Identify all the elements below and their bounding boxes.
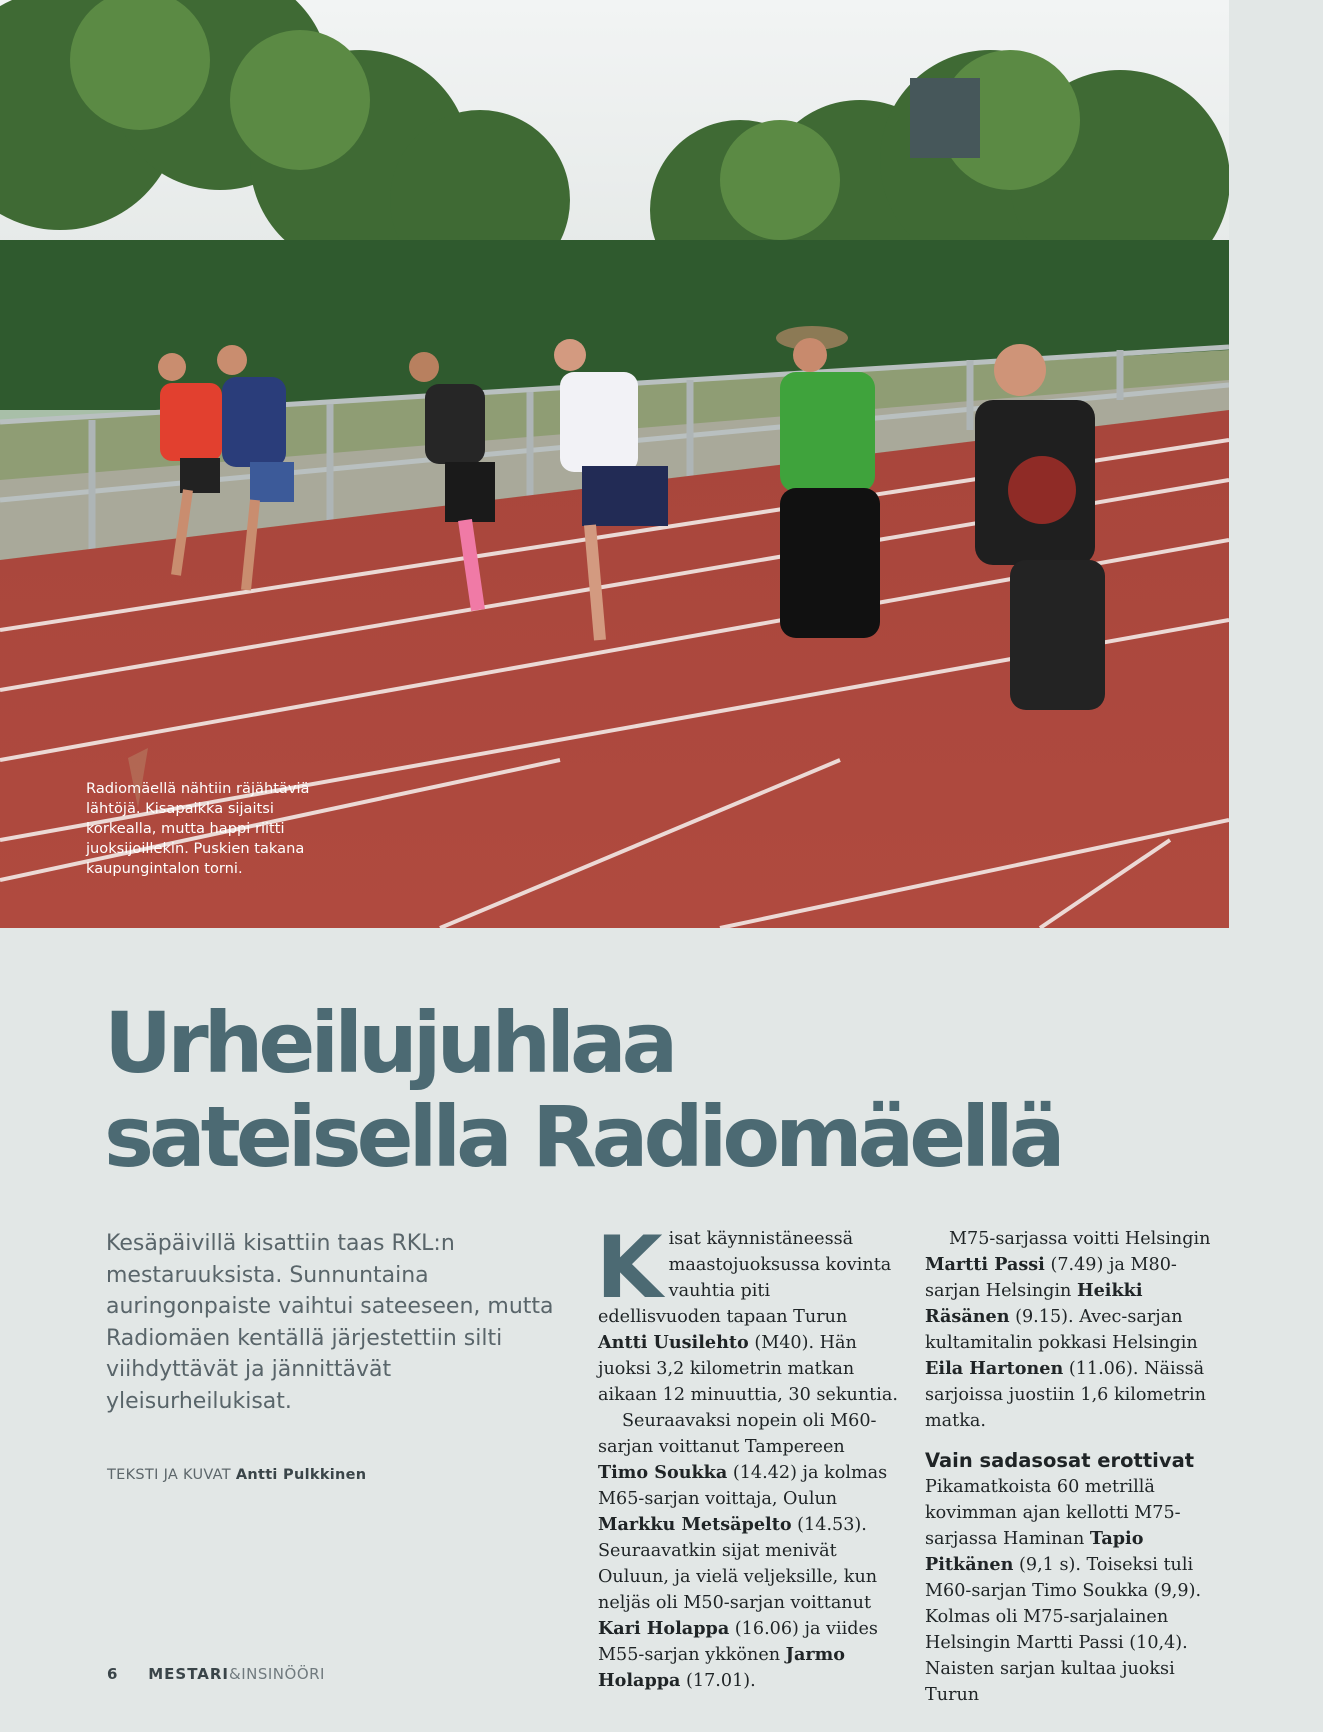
headline-line-1: Urheilujuhlaa (104, 994, 674, 1092)
page-number: 6 (107, 1665, 118, 1683)
drop-cap: K (596, 1218, 663, 1318)
runner-name: Eila Hartonen (925, 1358, 1064, 1379)
runner-name: Kari Holappa (598, 1618, 730, 1639)
article-photo (0, 0, 1229, 928)
runner-name: Heikki Räsänen (925, 1280, 1143, 1327)
runner-name: Jarmo Holappa (598, 1644, 846, 1691)
magazine-name-light: &INSINÖÖRI (229, 1665, 325, 1683)
body-column-1 (596, 1218, 898, 1694)
runner-name: Antti Uusilehto (598, 1332, 749, 1353)
magazine-name-bold: MESTARI (148, 1665, 230, 1683)
page-footer (107, 1665, 325, 1683)
byline (107, 1467, 366, 1483)
text-run: (9,1 s). Toiseksi tuli M60-sarjan Timo Soukka (9,9). Kolmas oli M75-sarjalainen Helsingin Martti Passi (10,4). Naisten sarjan kultaa juoksi Turun (925, 1555, 1202, 1705)
subheading: Vain sadasosat erottivat (925, 1449, 1195, 1472)
text-run: (14.42) ja kolmas M65-sarjan voittaja, Oulun (598, 1463, 888, 1509)
byline-author: Antti Pulkkinen (235, 1467, 367, 1483)
paragraph-2 (598, 1408, 898, 1694)
text-run: M75-sarjassa voitti Helsingin (949, 1229, 1211, 1249)
text-run: Pikamatkoista 60 metrillä kovimman ajan kellotti M75-sarjassa Haminan (925, 1477, 1181, 1549)
text-run: (11.06). Näissä sarjoissa juostiin 1,6 kilometrin matka. (925, 1359, 1207, 1431)
article-lead: Kesäpäivillä kisattiin taas RKL:n mestaruuksista. Sunnuntaina auringonpaiste vaihtui sateeseen, mutta Radiomäen kentällä järjestettiin silti viihdyttävät ja jännittävät yleisurheilukisat. (106, 1231, 554, 1414)
text-run: isat käynnistäneessä maastojuoksussa kovinta vauhtia piti edellisvuoden tapaan Turun (598, 1229, 892, 1327)
text-run: (16.06) ja viides M55-sarjan ykkönen (598, 1619, 878, 1665)
text-run: (M40). Hän juoksi 3,2 kilometrin matkan aikaan 12 minuuttia, 30 sekuntia. (598, 1333, 898, 1405)
runner-name: Timo Soukka (598, 1462, 728, 1483)
magazine-name (148, 1665, 325, 1683)
text-run: (17.01). (680, 1671, 756, 1691)
runner-name: Martti Passi (925, 1254, 1045, 1275)
text-run: (7.49) ja M80-sarjan Helsingin (925, 1255, 1177, 1301)
text-run: Seuraavaksi nopein oli M60-sarjan voittanut Tampereen (598, 1411, 877, 1457)
text-run: (9.15). Avec-sarjan kultamitalin pokkasi Helsingin (925, 1307, 1198, 1353)
headline-line-2: sateisella Radiomäellä (104, 1088, 1061, 1186)
paragraph-1 (596, 1218, 898, 1408)
byline-prefix: TEKSTI JA KUVAT (107, 1467, 231, 1483)
paragraph-3 (925, 1226, 1225, 1434)
article-headline (104, 996, 1264, 1184)
photo-caption: Radiomäellä nähtiin räjähtäviä lähtöjä. Kisapaikka sijaitsi korkealla, mutta happi riitti juoksijoillekin. Puskien takana kaupungintalon torni. (86, 780, 310, 877)
paragraph-4 (925, 1474, 1225, 1708)
runner-name: Tapio Pitkänen (925, 1528, 1144, 1575)
body-column-2 (925, 1226, 1225, 1708)
text-run: (14.53). Seuraavatkin sijat menivät Ouluun, ja vielä veljeksille, kun neljäs oli M50-sarjan voittanut (598, 1515, 878, 1613)
runner-name: Markku Metsäpelto (598, 1514, 792, 1535)
